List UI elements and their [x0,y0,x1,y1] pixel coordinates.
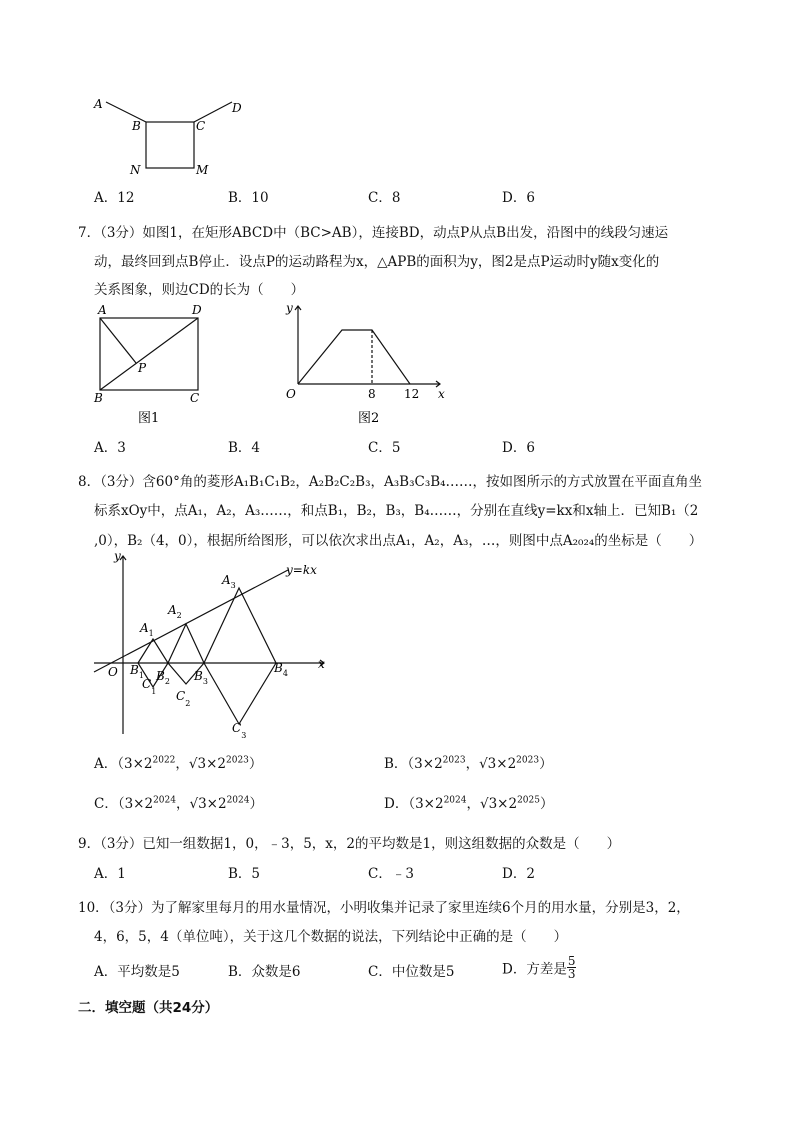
q8-option-a[interactable]: A．（$3\times 2^{2022}$，$√3\times 2^{2023}$） [94,755,263,772]
q10-option-c[interactable]: C．中位数是5 [368,964,455,980]
q8-label-line: y=kx [286,563,317,577]
q7-option-d[interactable]: D．6 [502,440,535,456]
q7-fig1-label-a: A [98,303,107,317]
q8-label-x: x [318,657,325,671]
q7-fig2-tick-8: 8 [368,387,376,401]
q7-stem-line-2: 动，最终回到点B停止．设点P的运动路程为x，△APB的面积为y，图2是点P运动时y随x变化的 [94,254,660,270]
section-2-heading: 二．填空题（共24分） [78,1000,219,1016]
q7-stem-line-1: 7．（3分）如图1，在矩形ABCD中（BC>AB），连接BD，动点P从点B出发，沿图中的线段匀速运 [78,225,669,241]
q8-option-d[interactable]: D．（$3\times 2^{2024}$，$√3\times 2^{2025}$） [384,795,554,812]
q6-label-c: C [196,119,206,133]
q8-label-o: O [108,665,118,679]
q7-figure-2 [280,296,450,430]
q6-label-n: N [130,163,141,177]
q8-label-a1: $A_1$ [140,621,154,638]
q7-fig1-label-c: C [190,391,200,405]
q8-stem-line-3: ,0），B₂（4，0），根据所给图形，可以依次求出点A₁，A₂，A₃，…，则图中点A₂₀₂₄的坐标是（ ） [94,533,703,549]
q6-label-m: M [196,163,209,177]
q6-label-d: D [232,101,242,115]
q6-label-a: A [94,97,103,111]
q6-option-c[interactable]: C．8 [368,190,401,206]
q7-fig2-label-y: y [286,301,293,315]
q6-option-d[interactable]: D．6 [502,190,535,206]
q8-label-a2: $A_2$ [168,603,182,620]
q9-option-a[interactable]: A．1 [94,866,126,882]
q7-fig1-label-d: D [192,303,202,317]
q8-label-c1: $C_1$ [142,677,157,696]
q9-option-d[interactable]: D．2 [502,866,535,882]
q8-option-b[interactable]: B．（$3\times 2^{2023}$，$√3\times 2^{2023}$） [384,755,553,772]
q7-figure-1 [88,302,218,430]
q10-option-d-fraction: $\frac{5}{3}$ [567,954,576,981]
q10-option-a[interactable]: A．平均数是5 [94,964,180,980]
q6-option-a[interactable]: A．12 [94,190,135,206]
q8-label-c2: $C_2$ [176,689,191,708]
q10-option-b[interactable]: B．众数是6 [228,964,301,980]
q7-fig1-label-b: B [94,391,103,405]
q10-stem-line-1: 10．（3分）为了解家里每月的用水量情况，小明收集并记录了家里连续6个月的用水量，分别是3，2， [78,900,690,916]
q7-fig2-tick-12: 12 [404,387,420,401]
q8-label-b3: $B_3$ [194,669,208,686]
q7-fig1-label-p: P [138,361,147,375]
q8-label-b2: $B_2$ [156,669,170,686]
q7-fig2-caption: 图2 [358,411,380,426]
q8-label-b4: $B_4$ [274,661,288,678]
q10-stem-line-2: 4，6，5，4（单位吨），关于这几个数据的说法，下列结论中正确的是（ ） [94,929,568,945]
q9-option-b[interactable]: B．5 [228,866,261,882]
q7-option-a[interactable]: A．3 [94,440,126,456]
q8-label-c3: $C_3$ [232,721,247,740]
q7-fig2-label-x: x [438,387,445,401]
q8-label-a3: $A_3$ [222,573,236,590]
q8-stem-line-2: 标系xOy中，点A₁，A₂，A₃……，和点B₁，B₂，B₃，B₄……，分别在直线y=kx和x轴上．已知B₁（2 [94,503,699,519]
q7-fig1-caption: 图1 [138,411,160,426]
q7-stem-line-3: 关系图象，则边CD的长为（ ） [94,282,305,298]
q7-option-c[interactable]: C．5 [368,440,401,456]
q7-fig2-label-o: O [286,387,296,401]
q7-option-b[interactable]: B．4 [228,440,261,456]
q8-figure [88,548,348,740]
q6-label-b: B [132,119,141,133]
q8-stem-line-1: 8．（3分）含60°角的菱形A₁B₁C₁B₂，A₂B₂C₂B₃，A₃B₃C₃B₄……，按如图所示的方式放置在平面直角坐 [78,474,703,490]
q8-option-c[interactable]: C．（$3\times 2^{2024}$，$√3\times 2^{2024}$） [94,795,263,812]
q8-label-y: y [114,549,121,563]
q9-stem-line-1: 9．（3分）已知一组数据1，0，﹣3，5，x，2的平均数是1，则这组数据的众数是（ ） [78,836,621,852]
q8-label-b1: $B_1$ [130,663,144,680]
q10-option-d[interactable]: D．方差是 $\frac{5}{3}$ [502,954,576,981]
q6-figure [88,92,258,184]
q9-option-c[interactable]: C．﹣3 [368,866,414,882]
q6-option-b[interactable]: B．10 [228,190,269,206]
